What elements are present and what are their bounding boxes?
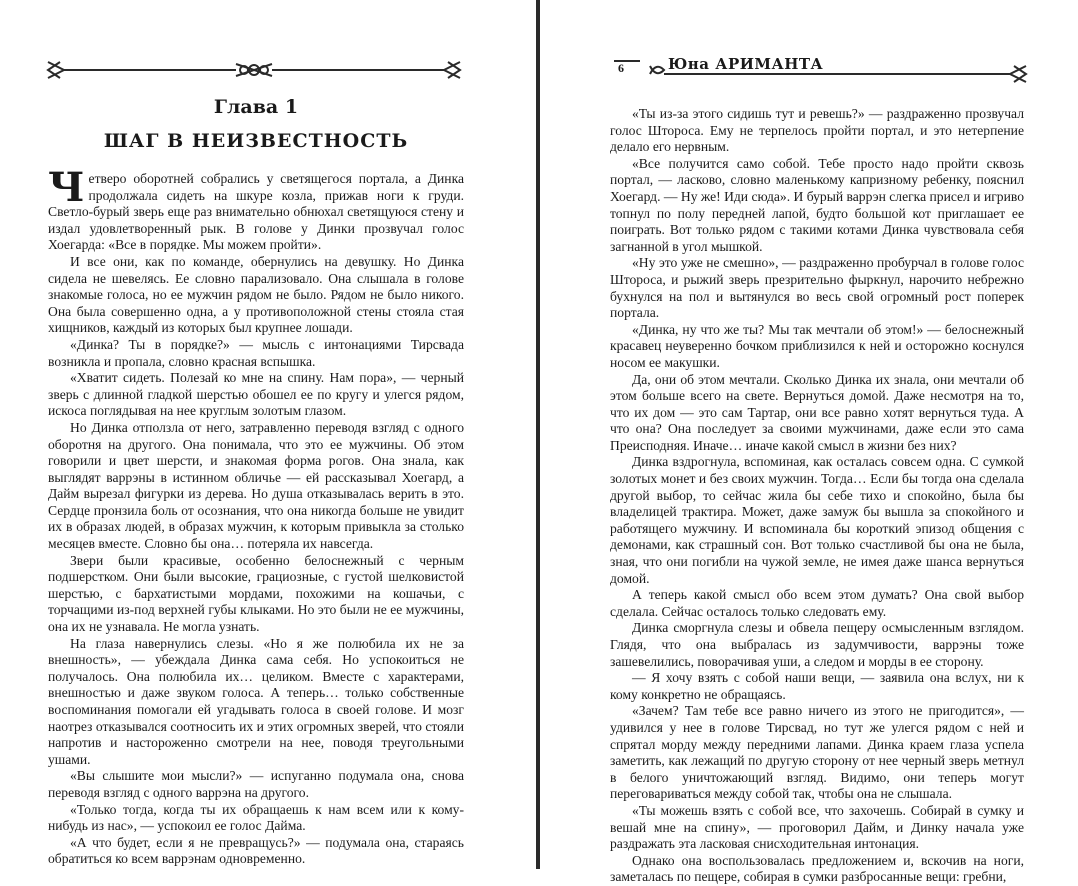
paragraph: Однако она воспользовалась предложением и, вскочив на ноги, заметалась по пещере, собирая в сумки разбросанные вещи: гребни, xyxy=(610,852,1024,885)
header-ornament-left xyxy=(44,56,464,84)
paragraph: Звери были красивые, особенно белоснежный с черным подшерстком. Они были высокие, грациозные, с густой шелковистой шерстью, с бархатистыми мордами, похожими на кошачьи, с торчащими из-под верхней губы клыками. Но это были не ее мужчины, она их не узнавала. Не могла узнать. xyxy=(48,552,464,635)
paragraph: «Хватит сидеть. Полезай ко мне на спину. Нам пора», — черный зверь с длинной гладкой шерстью обошел ее по кругу и улегся рядом, искоса поглядывая на нее круглым золотым глазом. xyxy=(48,370,464,419)
paragraph: Но Динка отползла от него, затравленно переводя взгляд с одного оборотня на другого. Она понимала, что это ее мужчины. Об этом говорили и цвет шерсти, и знакомая форма рогов. Она знала, как выглядят варрэны в истинном обличье — ей рассказывал Хоегард, а Дайм вырезал фигурки из дерева. Но душа отказывалась верить в это. Сердце пронзила боль от осознания, что она никогда больше не увидит их в образах людей, в образах мужчин, к которым привыкла за столько месяцев вместе. Словно бы она… потеряла их навсегда. xyxy=(48,419,464,552)
paragraph: Четверо оборотней собрались у светящегося портала, а Динка продолжала сидеть на шкуре козла, прижав ноги к груди. Светло-бурый зверь еще раз внимательно обнюхал светящуюся стену и издал удовлетворенный рык. В голове у Динки прозвучал голос Хоегарда: «Все в порядке. Мы можем пройти». xyxy=(48,164,464,253)
paragraph: «Вы слышите мои мысли?» — испуганно подумала она, снова переводя взгляд с одного варрэна на другого. xyxy=(48,768,464,800)
paragraph: «Зачем? Там тебе все равно ничего из этого не пригодится», — удивился у нее в голове Тирсвад, но тут же улегся рядом с ней и спрятал морду между передними лапами. Динка краем глаза успела заметить, как лежащий по другую сторону от нее черный зверь метнул в белого уничтожающий взгляд. Видимо, они теперь могут переговариваться между собой так, чтобы она не слышала. xyxy=(610,703,1024,802)
running-header xyxy=(618,55,918,77)
paragraph: «Ну это уже не смешно», — раздраженно пробурчал в голове голос Штороса, и рыжий зверь презрительно фыркнул, нарочито небрежно бухнулся на пол и вытянулся во весь свой огромный рост поперек портала. xyxy=(610,255,1024,321)
drop-cap: Ч xyxy=(48,164,85,211)
chapter-label: Глава 1 xyxy=(213,96,299,118)
right-page xyxy=(540,0,1078,885)
paragraph: Динка вздрогнула, вспоминая, как осталась совсем одна. С сумкой золотых монет и без своих мужчин. Тогда… Если бы тогда она сделала другой выбор, то сейчас жила бы себе тихо и спокойно, была бы владелицей трактира. Может, даже замуж бы вышла за спокойного и работящего мужчину. И вспоминала бы короткий эпизод общения с демонами, как страшный сон. Вот только счастливой бы она не была, зная, что они погибли на чужой земле, не имея даже шанса вернуться домой. xyxy=(610,454,1024,586)
paragraph: И все они, как по команде, обернулись на девушку. Но Динка сидела не шевелясь. Ее словно парализовало. Она слышала в голове знакомые голоса, но ее мужчин рядом не было. Рядом не было никого. Она была совершенно одна, а у противоположной стены стояла стая хищников, каждый из которых был крупнее лошади. xyxy=(48,253,464,336)
left-page xyxy=(0,0,536,869)
chapter-title: ШАГ В НЕИЗВЕСТНОСТЬ xyxy=(103,130,409,152)
paragraph: Динка сморгнула слезы и обвела пещеру осмысленным взглядом. Глядя, что она выбралась из задумчивости, варрэны тоже зашевелились, поворачивая уши, а следом и морды в ее сторону. xyxy=(610,620,1024,669)
right-page-text xyxy=(610,106,1024,886)
page-number: 6 xyxy=(618,61,624,75)
paragraph: На глаза навернулись слезы. «Но я же полюбила их не за внешность», — убеждала Динка сама себя. Но успокоиться не получалось. Она полюбила их… целиком. Вместе с характерами, внешностью и даже звуком голоса. А теперь… только собственные воспоминания помогали ей угадывать голоса в своей голове. И мозг наотрез отказывался соотносить их и этих огромных зверей, что стояли напротив и настороженно смотрели на нее, поводя треугольными ушами. xyxy=(48,635,464,767)
paragraph: А теперь какой смысл обо всем этом думать? Она свой выбор сделала. Сейчас осталось только следовать ему. xyxy=(610,587,1024,619)
paragraph: «Динка, ну что же ты? Мы так мечтали об этом!» — белоснежный красавец неуверенно бочком приблизился к ней и осторожно коснулся носом ее макушки. xyxy=(610,321,1024,370)
paragraph: «Все получится само собой. Тебе просто надо пройти сквозь портал, — ласково, словно маленькому капризному ребенку, пояснил Хоегард. — Ну же! Иди сюда». И бурый варрэн слегка присел и игриво топнул по полу передней лапой, будто большой кот приглашает ее поиграть. Вот только рядом с такими котами Динка чувствовала себя загнанной в угол мышкой. xyxy=(610,155,1024,254)
paragraph: «А что будет, если я не превращусь?» — подумала она, стараясь обратиться ко всем варрэнам одновременно. xyxy=(48,834,464,867)
paragraph: «Только тогда, когда ты их обращаешь к нам всем или к кому-нибудь из нас», — успокоил ее голос Дайма. xyxy=(48,801,464,834)
paragraph: «Ты из-за этого сидишь тут и ревешь?» — раздраженно прозвучал голос Штороса. Ему не терпелось пройти портал, и это нетерпение делало его нервным. xyxy=(610,106,1024,155)
paragraph: «Ты можешь взять с собой все, что захочешь. Собирай в сумку и вешай мне на спину», — проговорил Дайм, и Динку начала уже раздражать эта ласковая снисходительная интонация. xyxy=(610,802,1024,852)
left-page-text xyxy=(48,164,464,868)
paragraph: Да, они об этом мечтали. Сколько Динка их знала, они мечтали об этом больше всего на свете. Вернуться домой. Даже несмотря на то, что их дом — это сам Тартар, они все равно хотят вернуться туда. А что она? Она последует за своими мужчинами, даже если это сама Преисподняя. Иначе… иначе какой смысл в жизни без них? xyxy=(610,371,1024,453)
paragraph: «Динка? Ты в порядке?» — мысль с интонациями Тирсвада возникла и пропала, словно красная вспышка. xyxy=(48,336,464,369)
running-title: Юна АРИМАНТА xyxy=(668,55,824,73)
paragraph: — Я хочу взять с собой наши вещи, — заявила она вслух, ни к кому конкретно не обращаясь. xyxy=(610,670,1024,702)
